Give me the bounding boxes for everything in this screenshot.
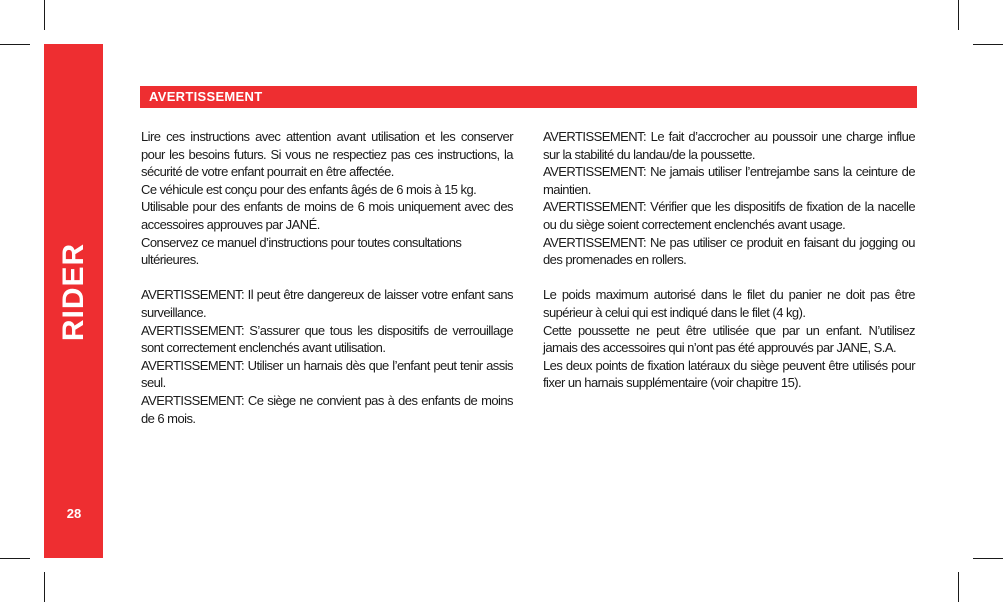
paragraph: AVERTISSEMENT: Ne pas utiliser ce produit en faisant du jogging ou des promenades en rollers. bbox=[543, 234, 915, 268]
right-column bbox=[543, 128, 915, 392]
paragraph-spacer bbox=[543, 269, 915, 287]
crop-mark bbox=[973, 44, 1003, 45]
section-banner bbox=[140, 86, 917, 108]
paragraph: Les deux points de fixation latéraux du siège peuvent être utilisés pour fixer un harnais supplémentaire (voir chapitre 15). bbox=[543, 357, 915, 391]
left-column bbox=[141, 128, 513, 427]
crop-mark bbox=[0, 558, 30, 559]
paragraph: AVERTISSEMENT: S’assurer que tous les dispositifs de verrouillage sont correctement enclenchés avant utilisation. bbox=[141, 322, 513, 356]
crop-mark bbox=[958, 0, 959, 30]
paragraph: Le poids maximum autorisé dans le filet du panier ne doit pas être supérieur à celui qui est indiqué dans le filet (4 kg). bbox=[543, 287, 915, 320]
page-number: 28 bbox=[66, 506, 82, 521]
crop-mark bbox=[958, 572, 959, 602]
paragraph: Conservez ce manuel d’instructions pour toutes consultations ultérieures. bbox=[141, 234, 462, 268]
paragraph-spacer bbox=[141, 269, 513, 287]
crop-mark bbox=[44, 0, 45, 30]
crop-mark bbox=[973, 558, 1003, 559]
brand-label: RIDER bbox=[57, 242, 90, 342]
paragraph: AVERTISSEMENT: Vérifier que les dispositifs de fixation de la nacelle ou du siège soient correctement enclenchés avant usage. bbox=[543, 199, 915, 232]
paragraph: Lire ces instructions avec attention avant utilisation et les conserver pour les besoins futurs. Si vous ne respectiez pas ces instructions, la sécurité de votre enfant pourrait en être affectée. bbox=[141, 129, 513, 180]
paragraph: Cette poussette ne peut être utilisée que par un enfant. N’utilisez jamais des accessoires qui n’ont pas été approuvés par JANE, S.A. bbox=[543, 322, 915, 356]
paragraph: Utilisable pour des enfants de moins de 6 mois uniquement avec des accessoires approuves par JANÉ. bbox=[141, 199, 513, 232]
paragraph: Ce véhicule est conçu pour des enfants âgés de 6 mois à 15 kg. bbox=[141, 181, 477, 197]
section-title: AVERTISSEMENT bbox=[149, 89, 263, 104]
paragraph: AVERTISSEMENT: Utiliser un harnais dès que l’enfant peut tenir assis seul. bbox=[141, 357, 513, 391]
paragraph: AVERTISSEMENT: Il peut être dangereux de laisser votre enfant sans surveillance. bbox=[141, 287, 513, 320]
paragraph: AVERTISSEMENT: Le fait d’accrocher au poussoir une charge influe sur la stabilité du landau/de la poussette. bbox=[543, 129, 915, 162]
crop-mark bbox=[0, 44, 30, 45]
paragraph: AVERTISSEMENT: Ce siège ne convient pas à des enfants de moins de 6 mois. bbox=[141, 392, 513, 426]
crop-mark bbox=[44, 572, 45, 602]
paragraph: AVERTISSEMENT: Ne jamais utiliser l’entrejambe sans la ceinture de maintien. bbox=[543, 164, 915, 197]
